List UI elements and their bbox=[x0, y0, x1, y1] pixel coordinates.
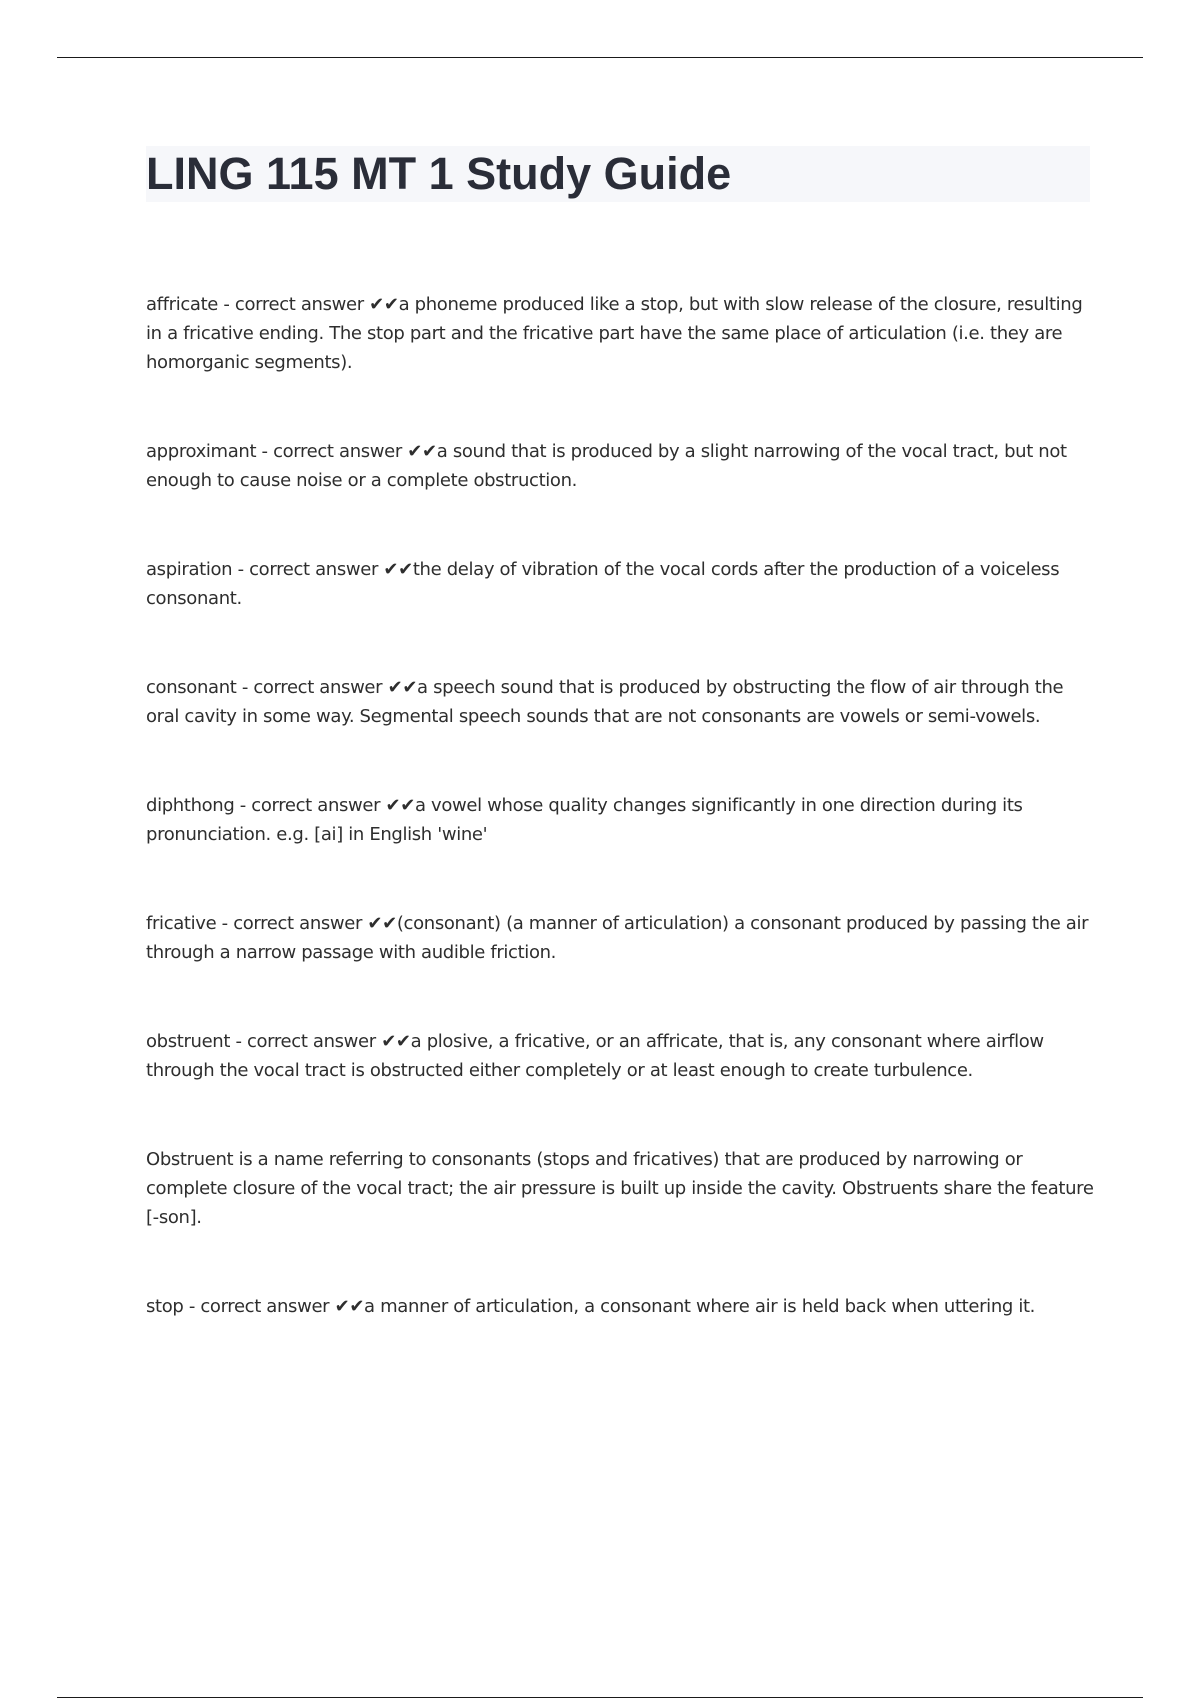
entry-obstruent-note: Obstruent is a name referring to consonants (stops and fricatives) that are produced by narrowing or complete closure of the vocal tract; the air pressure is built up inside the cavity. Obstruents share the feature [-son]. bbox=[146, 1149, 1094, 1228]
top-rule bbox=[57, 57, 1143, 58]
entry-diphthong: diphthong - correct answer ✔✔a vowel whose quality changes significantly in one direction during its pronunciation. e.g. [ai] in English 'wine' bbox=[146, 795, 1023, 845]
document-title: LING 115 MT 1 Study Guide bbox=[146, 148, 732, 199]
entry-stop: stop - correct answer ✔✔a manner of articulation, a consonant where air is held back when uttering it. bbox=[146, 1296, 1036, 1317]
entry-aspiration: aspiration - correct answer ✔✔the delay of vibration of the vocal cords after the production of a voiceless consonant. bbox=[146, 559, 1060, 609]
entry-obstruent: obstruent - correct answer ✔✔a plosive, a fricative, or an affricate, that is, any consonant where airflow through the vocal tract is obstructed either completely or at least enough to create turbulence. bbox=[146, 1031, 1044, 1081]
bottom-rule bbox=[57, 1697, 1143, 1698]
glossary-entries bbox=[146, 290, 1096, 1321]
entry-affricate: affricate - correct answer ✔✔a phoneme produced like a stop, but with slow release of the closure, resulting in a fricative ending. The stop part and the fricative part have the same place of articulation (i.e. they are homorganic segments). bbox=[146, 294, 1083, 373]
entry-consonant: consonant - correct answer ✔✔a speech sound that is produced by obstructing the flow of air through the oral cavity in some way. Segmental speech sounds that are not consonants are vowels or semi-vowels. bbox=[146, 677, 1064, 727]
entry-approximant: approximant - correct answer ✔✔a sound that is produced by a slight narrowing of the vocal tract, but not enough to cause noise or a complete obstruction. bbox=[146, 441, 1067, 491]
entry-fricative: fricative - correct answer ✔✔(consonant) (a manner of articulation) a consonant produced by passing the air through a narrow passage with audible friction. bbox=[146, 913, 1089, 963]
